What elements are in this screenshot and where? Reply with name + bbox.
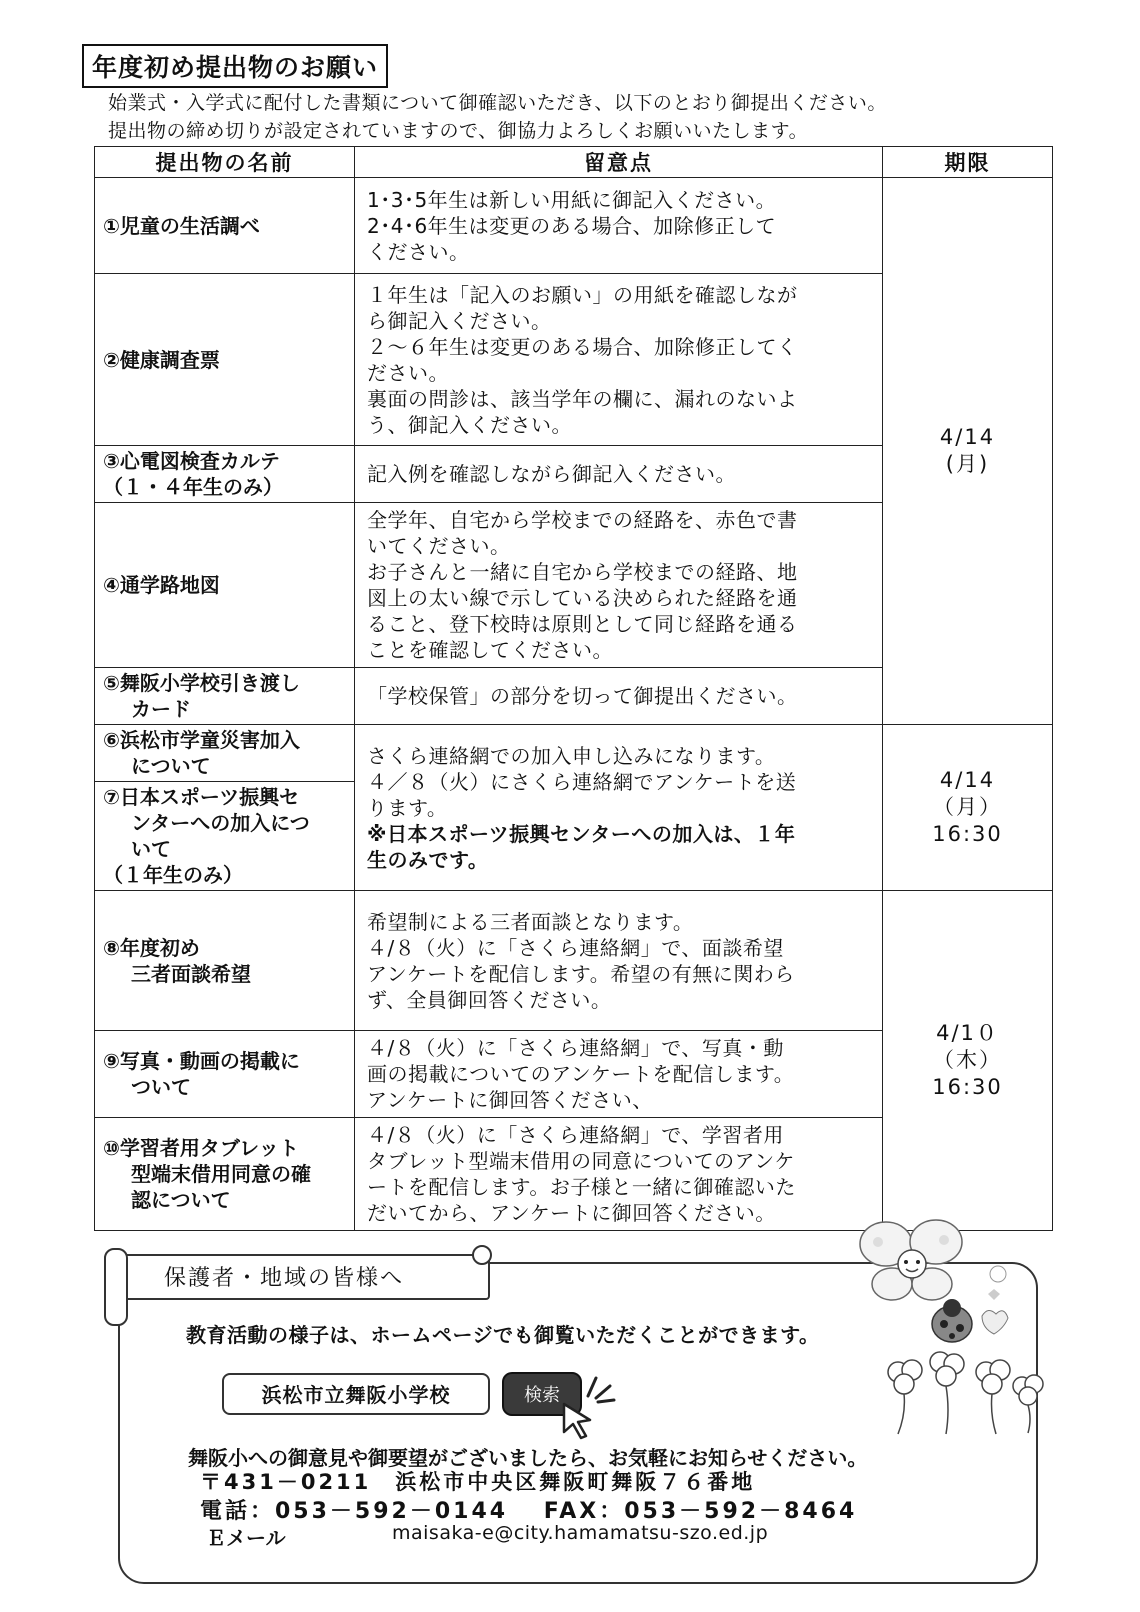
item-name: ⑤舞阪小学校引き渡し カード — [95, 668, 355, 725]
item-note-shared: さくら連絡網での加入申し込みになります。 ４／８（火）にさくら連絡網でアンケートを送 ります。 ※日本スポーツ振興センターへの加入は、１年 生のみです。 — [355, 725, 883, 891]
email-address[interactable]: maisaka-e@city.hamamatsu-szo.ed.jp — [392, 1522, 769, 1544]
phone-fax: 電話：053－592－0144 FAX：053－592－8464 — [200, 1499, 858, 1524]
item-name: ②健康調査票 — [95, 274, 355, 446]
scroll-knot-icon — [472, 1245, 492, 1265]
deadline-group-2: 4/14 （月） 16:30 — [883, 725, 1053, 891]
search-button[interactable]: 検索 — [502, 1372, 582, 1416]
item-name: ③心電図検査カルテ （１・４年生のみ） — [95, 446, 355, 503]
homepage-text: 教育活動の様子は、ホームページでも御覧いただくことができます。 — [186, 1323, 820, 1347]
footer-banner: 保護者・地域の皆様へ — [104, 1254, 490, 1300]
deadline-group-1: 4/14 (月) — [883, 178, 1053, 725]
item-note: 全学年、自宅から学校までの経路を、赤色で書 いてください。 お子さんと一緒に自宅から学校までの経路、地 図上の太い線で示している決められた経路を通 ること、登下校時は原則として同じ経路を通る ことを確認してください。 — [355, 503, 883, 668]
item-note: １年生は「記入のお願い」の用紙を確認しなが ら御記入ください。 ２～６年生は変更のある場合、加除修正してく ださい。 裏面の問診は、該当学年の欄に、漏れのないよ う、御記入ください。 — [355, 274, 883, 446]
cursor-icon — [560, 1400, 600, 1440]
search-input[interactable]: 浜松市立舞阪小学校 — [222, 1373, 490, 1415]
item-name: ⑧年度初め 三者面談希望 — [95, 891, 355, 1031]
address: 〒431－0211 浜松市中央区舞阪町舞阪７６番地 — [200, 1470, 756, 1494]
intro-line-2: 提出物の締め切りが設定されていますので、御協力よろしくお願いいたします。 — [108, 120, 809, 142]
intro-line-1: 始業式・入学式に配付した書類について御確認いただき、以下のとおり御提出ください。 — [108, 92, 887, 114]
item-note: 希望制による三者面談となります。 ４/８（火）に「さくら連絡網」で、面談希望 アンケートを配信します。希望の有無に関わら ず、全員御回答ください。 — [355, 891, 883, 1031]
item-name: ⑥浜松市学童災害加入 について — [95, 725, 355, 782]
header-name: 提出物の名前 — [95, 147, 355, 178]
table-row — [95, 891, 1053, 1031]
table-header-row — [95, 147, 1053, 178]
item-name: ⑨写真・動画の掲載に ついて — [95, 1031, 355, 1118]
header-deadline: 期限 — [883, 147, 1053, 178]
header-note: 留意点 — [355, 147, 883, 178]
item-note: 記入例を確認しながら御記入ください。 — [355, 446, 883, 503]
item-note: 「学校保管」の部分を切って御提出ください。 — [355, 668, 883, 725]
email-label: Ｅメール — [206, 1526, 286, 1550]
contact-lead: 舞阪小への御意見や御要望がございましたら、お気軽にお知らせください。 — [188, 1446, 868, 1470]
item-name: ⑩学習者用タブレット 型端末借用同意の確 認について — [95, 1118, 355, 1231]
deadline-group-3: 4/1０ （木） 16:30 — [883, 891, 1053, 1231]
table-row — [95, 725, 1053, 782]
submission-table — [94, 146, 1053, 1231]
item-name: ①児童の生活調べ — [95, 178, 355, 274]
click-marks-icon — [584, 1374, 618, 1404]
table-row — [95, 178, 1053, 274]
scroll-curl-icon — [104, 1248, 128, 1326]
item-note: ４/８（火）に「さくら連絡網」で、写真・動 画の掲載についてのアンケートを配信します。 アンケートに御回答ください、 — [355, 1031, 883, 1118]
item-note: 1･3･5年生は新しい用紙に御記入ください。 2･4･6年生は変更のある場合、加除修正して ください。 — [355, 178, 883, 274]
item-name: ⑦日本スポーツ振興セ ンターへの加入につ いて （１年生のみ） — [95, 782, 355, 891]
item-note: ４/８（火）に「さくら連絡網」で、学習者用 タブレット型端末借用の同意についてのアンケ ートを配信します。お子様と一緒に御確認いた だいてから、アンケートに御回答ください。 — [355, 1118, 883, 1231]
item-name: ④通学路地図 — [95, 503, 355, 668]
page-title: 年度初め提出物のお願い — [82, 44, 388, 88]
clover-icon — [878, 1350, 1048, 1440]
